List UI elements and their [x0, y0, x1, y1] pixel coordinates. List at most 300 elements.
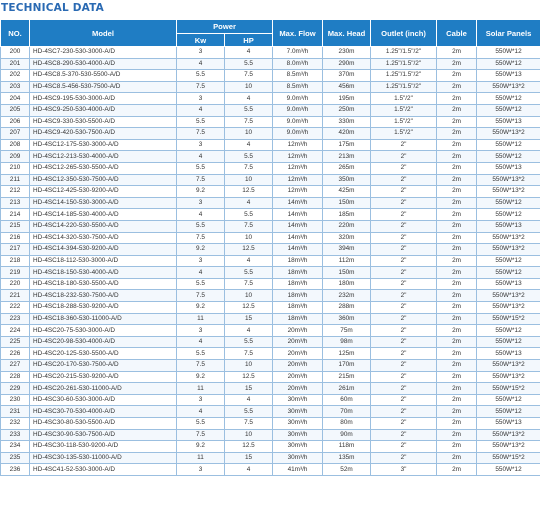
- cell-cable: 2m: [437, 104, 477, 116]
- cell-model: HD-4SC18-232-530-7500-A/D: [30, 290, 177, 302]
- cell-hp: 12.5: [225, 441, 273, 453]
- cell-solar-panels: 550W*15*2: [477, 452, 540, 464]
- table-row: [1, 360, 540, 372]
- cell-max-head: 125m: [323, 348, 371, 360]
- cell-model: HD-4SC18-180-530-5500-A/D: [30, 278, 177, 290]
- cell-max-head: 456m: [323, 81, 371, 93]
- cell-cable: 2m: [437, 47, 477, 59]
- cell-no: 228: [1, 371, 30, 383]
- cell-cable: 2m: [437, 360, 477, 372]
- cell-cable: 2m: [437, 186, 477, 198]
- cell-cable: 2m: [437, 267, 477, 279]
- cell-model: HD-4SC30-90-530-7500-A/D: [30, 429, 177, 441]
- cell-hp: 7.5: [225, 348, 273, 360]
- cell-cable: 2m: [437, 151, 477, 163]
- cell-cable: 2m: [437, 220, 477, 232]
- cell-solar-panels: 550W*12: [477, 47, 540, 59]
- cell-kw: 4: [177, 336, 225, 348]
- cell-cable: 2m: [437, 244, 477, 256]
- cell-max-head: 170m: [323, 360, 371, 372]
- cell-kw: 7.5: [177, 128, 225, 140]
- cell-max-head: 180m: [323, 278, 371, 290]
- table-row: [1, 58, 540, 70]
- cell-model: HD-4SC14-220-530-5500-A/D: [30, 220, 177, 232]
- cell-solar-panels: 550W*13*2: [477, 441, 540, 453]
- cell-solar-panels: 550W*15*2: [477, 313, 540, 325]
- cell-max-head: 75m: [323, 325, 371, 337]
- cell-no: 201: [1, 58, 30, 70]
- cell-model: HD-4SC14-150-530-3000-A/D: [30, 197, 177, 209]
- cell-hp: 5.5: [225, 104, 273, 116]
- cell-hp: 10: [225, 128, 273, 140]
- cell-max-flow: 12m³/h: [273, 174, 323, 186]
- cell-cable: 2m: [437, 128, 477, 140]
- cell-no: 205: [1, 104, 30, 116]
- cell-max-head: 135m: [323, 452, 371, 464]
- cell-cable: 2m: [437, 116, 477, 128]
- table-row: [1, 47, 540, 59]
- cell-kw: 3: [177, 197, 225, 209]
- cell-solar-panels: 550W*13*2: [477, 232, 540, 244]
- table-row: [1, 464, 540, 476]
- cell-cable: 2m: [437, 255, 477, 267]
- cell-kw: 3: [177, 464, 225, 476]
- table-row: [1, 290, 540, 302]
- cell-hp: 7.5: [225, 70, 273, 82]
- cell-max-flow: 12m³/h: [273, 186, 323, 198]
- cell-cable: 2m: [437, 139, 477, 151]
- cell-outlet: 2": [371, 302, 437, 314]
- cell-no: 235: [1, 452, 30, 464]
- cell-max-flow: 18m³/h: [273, 302, 323, 314]
- table-row: [1, 244, 540, 256]
- cell-outlet: 2": [371, 313, 437, 325]
- cell-outlet: 2": [371, 406, 437, 418]
- cell-max-head: 98m: [323, 336, 371, 348]
- cell-max-flow: 30m³/h: [273, 406, 323, 418]
- cell-outlet: 2": [371, 348, 437, 360]
- cell-max-head: 394m: [323, 244, 371, 256]
- cell-solar-panels: 550W*13: [477, 220, 540, 232]
- header-solar-panels: Solar Panels: [477, 20, 540, 47]
- cell-max-flow: 12m³/h: [273, 162, 323, 174]
- cell-no: 212: [1, 186, 30, 198]
- cell-solar-panels: 550W*13: [477, 418, 540, 430]
- table-row: [1, 209, 540, 221]
- cell-hp: 4: [225, 93, 273, 105]
- cell-no: 203: [1, 81, 30, 93]
- cell-cable: 2m: [437, 452, 477, 464]
- cell-solar-panels: 550W*12: [477, 336, 540, 348]
- cell-solar-panels: 550W*13*2: [477, 174, 540, 186]
- cell-kw: 4: [177, 406, 225, 418]
- cell-no: 223: [1, 313, 30, 325]
- cell-kw: 5.5: [177, 70, 225, 82]
- cell-max-head: 230m: [323, 47, 371, 59]
- cell-max-flow: 30m³/h: [273, 418, 323, 430]
- cell-hp: 12.5: [225, 371, 273, 383]
- table-row: [1, 93, 540, 105]
- cell-outlet: 2": [371, 394, 437, 406]
- table-row: [1, 70, 540, 82]
- cell-hp: 10: [225, 174, 273, 186]
- cell-max-flow: 7.0m³/h: [273, 47, 323, 59]
- cell-cable: 2m: [437, 290, 477, 302]
- cell-solar-panels: 550W*12: [477, 325, 540, 337]
- cell-max-head: 118m: [323, 441, 371, 453]
- table-row: [1, 325, 540, 337]
- cell-outlet: 2": [371, 452, 437, 464]
- cell-cable: 2m: [437, 418, 477, 430]
- table-row: [1, 162, 540, 174]
- cell-model: HD-4SC9-250-530-4000-A/D: [30, 104, 177, 116]
- cell-max-head: 250m: [323, 104, 371, 116]
- cell-max-flow: 30m³/h: [273, 452, 323, 464]
- table-row: [1, 151, 540, 163]
- cell-max-head: 320m: [323, 232, 371, 244]
- cell-outlet: 1.25"/1.5"/2": [371, 47, 437, 59]
- cell-max-flow: 30m³/h: [273, 441, 323, 453]
- cell-hp: 4: [225, 464, 273, 476]
- cell-max-head: 290m: [323, 58, 371, 70]
- cell-solar-panels: 550W*12: [477, 151, 540, 163]
- table-row: [1, 267, 540, 279]
- cell-max-head: 220m: [323, 220, 371, 232]
- cell-hp: 10: [225, 360, 273, 372]
- cell-kw: 9.2: [177, 441, 225, 453]
- cell-cable: 2m: [437, 162, 477, 174]
- cell-no: 209: [1, 151, 30, 163]
- cell-max-flow: 18m³/h: [273, 290, 323, 302]
- cell-model: HD-4SC8.5-456-530-7500-A/D: [30, 81, 177, 93]
- cell-model: HD-4SC12-425-530-9200-A/D: [30, 186, 177, 198]
- header-no: NO.: [1, 20, 30, 47]
- cell-solar-panels: 550W*13: [477, 348, 540, 360]
- cell-max-flow: 14m³/h: [273, 209, 323, 221]
- cell-kw: 4: [177, 151, 225, 163]
- cell-model: HD-4SC20-125-530-5500-A/D: [30, 348, 177, 360]
- cell-kw: 7.5: [177, 290, 225, 302]
- cell-model: HD-4SC9-420-530-7500-A/D: [30, 128, 177, 140]
- cell-kw: 5.5: [177, 418, 225, 430]
- cell-solar-panels: 550W*12: [477, 197, 540, 209]
- cell-outlet: 1.25"/1.5"/2": [371, 70, 437, 82]
- cell-no: 210: [1, 162, 30, 174]
- cell-model: HD-4SC12-350-530-7500-A/D: [30, 174, 177, 186]
- cell-solar-panels: 550W*12: [477, 267, 540, 279]
- cell-model: HD-4SC18-150-530-4000-A/D: [30, 267, 177, 279]
- cell-max-head: 350m: [323, 174, 371, 186]
- cell-cable: 2m: [437, 336, 477, 348]
- technical-data-table: [0, 19, 540, 476]
- cell-hp: 7.5: [225, 418, 273, 430]
- cell-hp: 10: [225, 290, 273, 302]
- header-max-flow: Max. Flow: [273, 20, 323, 47]
- cell-cable: 2m: [437, 348, 477, 360]
- cell-cable: 2m: [437, 232, 477, 244]
- cell-model: HD-4SC20-261-530-11000-A/D: [30, 383, 177, 395]
- table-row: [1, 255, 540, 267]
- cell-cable: 2m: [437, 93, 477, 105]
- cell-max-flow: 14m³/h: [273, 244, 323, 256]
- cell-hp: 12.5: [225, 302, 273, 314]
- table-row: [1, 371, 540, 383]
- cell-max-head: 265m: [323, 162, 371, 174]
- cell-solar-panels: 550W*12: [477, 394, 540, 406]
- cell-kw: 7.5: [177, 360, 225, 372]
- cell-outlet: 1.5"/2": [371, 93, 437, 105]
- cell-max-head: 213m: [323, 151, 371, 163]
- cell-no: 225: [1, 336, 30, 348]
- cell-hp: 5.5: [225, 267, 273, 279]
- cell-max-flow: 30m³/h: [273, 394, 323, 406]
- cell-no: 224: [1, 325, 30, 337]
- cell-solar-panels: 550W*13: [477, 162, 540, 174]
- cell-max-head: 52m: [323, 464, 371, 476]
- cell-no: 206: [1, 116, 30, 128]
- cell-hp: 10: [225, 232, 273, 244]
- header-power: Power: [177, 20, 273, 34]
- cell-cable: 2m: [437, 394, 477, 406]
- cell-solar-panels: 550W*12: [477, 139, 540, 151]
- cell-kw: 7.5: [177, 81, 225, 93]
- cell-cable: 2m: [437, 197, 477, 209]
- table-row: [1, 441, 540, 453]
- cell-hp: 4: [225, 255, 273, 267]
- cell-no: 232: [1, 418, 30, 430]
- header-hp: HP: [225, 34, 273, 47]
- cell-max-flow: 9.0m³/h: [273, 128, 323, 140]
- cell-outlet: 3": [371, 464, 437, 476]
- cell-model: HD-4SC12-213-530-4000-A/D: [30, 151, 177, 163]
- cell-max-head: 175m: [323, 139, 371, 151]
- cell-no: 236: [1, 464, 30, 476]
- cell-no: 215: [1, 220, 30, 232]
- cell-solar-panels: 550W*13*2: [477, 429, 540, 441]
- cell-max-head: 70m: [323, 406, 371, 418]
- cell-no: 227: [1, 360, 30, 372]
- table-row: [1, 139, 540, 151]
- cell-no: 233: [1, 429, 30, 441]
- cell-max-flow: 12m³/h: [273, 139, 323, 151]
- cell-model: HD-4SC14-320-530-7500-A/D: [30, 232, 177, 244]
- cell-max-head: 60m: [323, 394, 371, 406]
- cell-outlet: 2": [371, 290, 437, 302]
- cell-cable: 2m: [437, 70, 477, 82]
- cell-hp: 7.5: [225, 220, 273, 232]
- table-row: [1, 313, 540, 325]
- cell-solar-panels: 550W*13*2: [477, 186, 540, 198]
- cell-outlet: 2": [371, 186, 437, 198]
- page-title: TECHNICAL DATA: [1, 2, 105, 14]
- table-row: [1, 452, 540, 464]
- cell-model: HD-4SC8.5-370-530-5500-A/D: [30, 70, 177, 82]
- header-kw: Kw: [177, 34, 225, 47]
- cell-no: 234: [1, 441, 30, 453]
- cell-model: HD-4SC18-288-530-9200-A/D: [30, 302, 177, 314]
- cell-outlet: 2": [371, 418, 437, 430]
- cell-model: HD-4SC30-60-530-3000-A/D: [30, 394, 177, 406]
- cell-no: 221: [1, 290, 30, 302]
- cell-max-head: 261m: [323, 383, 371, 395]
- cell-max-flow: 20m³/h: [273, 325, 323, 337]
- cell-outlet: 2": [371, 336, 437, 348]
- cell-hp: 12.5: [225, 244, 273, 256]
- cell-hp: 7.5: [225, 116, 273, 128]
- cell-max-flow: 9.0m³/h: [273, 93, 323, 105]
- cell-cable: 2m: [437, 278, 477, 290]
- cell-outlet: 2": [371, 371, 437, 383]
- cell-max-head: 425m: [323, 186, 371, 198]
- cell-max-head: 90m: [323, 429, 371, 441]
- cell-solar-panels: 550W*13: [477, 116, 540, 128]
- cell-hp: 10: [225, 429, 273, 441]
- cell-max-flow: 20m³/h: [273, 383, 323, 395]
- cell-max-head: 195m: [323, 93, 371, 105]
- cell-outlet: 2": [371, 360, 437, 372]
- cell-max-head: 360m: [323, 313, 371, 325]
- table-row: [1, 336, 540, 348]
- cell-solar-panels: 550W*13*2: [477, 128, 540, 140]
- table-row: [1, 418, 540, 430]
- cell-model: HD-4SC20-215-530-9200-A/D: [30, 371, 177, 383]
- cell-solar-panels: 550W*13: [477, 70, 540, 82]
- table-row: [1, 278, 540, 290]
- cell-max-head: 150m: [323, 267, 371, 279]
- cell-no: 207: [1, 128, 30, 140]
- cell-no: 208: [1, 139, 30, 151]
- cell-hp: 4: [225, 325, 273, 337]
- cell-max-flow: 14m³/h: [273, 220, 323, 232]
- cell-no: 220: [1, 278, 30, 290]
- cell-hp: 4: [225, 139, 273, 151]
- cell-max-head: 232m: [323, 290, 371, 302]
- cell-max-flow: 41m³/h: [273, 464, 323, 476]
- cell-max-flow: 18m³/h: [273, 267, 323, 279]
- cell-kw: 5.5: [177, 162, 225, 174]
- cell-max-head: 185m: [323, 209, 371, 221]
- table-row: [1, 394, 540, 406]
- cell-model: HD-4SC30-80-530-5500-A/D: [30, 418, 177, 430]
- cell-hp: 4: [225, 197, 273, 209]
- cell-model: HD-4SC30-70-530-4000-A/D: [30, 406, 177, 418]
- cell-kw: 4: [177, 209, 225, 221]
- cell-max-head: 150m: [323, 197, 371, 209]
- cell-max-flow: 30m³/h: [273, 429, 323, 441]
- cell-max-flow: 9.0m³/h: [273, 104, 323, 116]
- table-row: [1, 220, 540, 232]
- cell-kw: 9.2: [177, 244, 225, 256]
- cell-no: 230: [1, 394, 30, 406]
- cell-hp: 7.5: [225, 278, 273, 290]
- cell-cable: 2m: [437, 441, 477, 453]
- cell-kw: 5.5: [177, 220, 225, 232]
- cell-kw: 5.5: [177, 116, 225, 128]
- cell-hp: 12.5: [225, 186, 273, 198]
- cell-no: 213: [1, 197, 30, 209]
- cell-kw: 11: [177, 383, 225, 395]
- cell-solar-panels: 550W*12: [477, 406, 540, 418]
- table-row: [1, 186, 540, 198]
- header-outlet: Outlet (inch): [371, 20, 437, 47]
- cell-max-flow: 9.0m³/h: [273, 116, 323, 128]
- cell-cable: 2m: [437, 325, 477, 337]
- cell-kw: 7.5: [177, 232, 225, 244]
- cell-no: 222: [1, 302, 30, 314]
- cell-outlet: 2": [371, 383, 437, 395]
- cell-outlet: 1.5"/2": [371, 116, 437, 128]
- cell-no: 211: [1, 174, 30, 186]
- cell-no: 231: [1, 406, 30, 418]
- cell-outlet: 2": [371, 162, 437, 174]
- cell-kw: 9.2: [177, 302, 225, 314]
- cell-max-flow: 12m³/h: [273, 151, 323, 163]
- cell-kw: 3: [177, 394, 225, 406]
- cell-outlet: 2": [371, 197, 437, 209]
- cell-outlet: 2": [371, 209, 437, 221]
- cell-solar-panels: 550W*15*2: [477, 383, 540, 395]
- cell-max-head: 288m: [323, 302, 371, 314]
- cell-kw: 4: [177, 58, 225, 70]
- cell-max-flow: 14m³/h: [273, 232, 323, 244]
- cell-model: HD-4SC20-170-530-7500-A/D: [30, 360, 177, 372]
- cell-hp: 5.5: [225, 336, 273, 348]
- cell-kw: 3: [177, 47, 225, 59]
- cell-model: HD-4SC12-265-530-5500-A/D: [30, 162, 177, 174]
- cell-solar-panels: 550W*12: [477, 104, 540, 116]
- cell-max-flow: 18m³/h: [273, 313, 323, 325]
- cell-max-head: 370m: [323, 70, 371, 82]
- cell-no: 217: [1, 244, 30, 256]
- cell-kw: 3: [177, 93, 225, 105]
- cell-model: HD-4SC30-135-530-11000-A/D: [30, 452, 177, 464]
- cell-outlet: 2": [371, 441, 437, 453]
- table-row: [1, 383, 540, 395]
- cell-kw: 11: [177, 313, 225, 325]
- cell-outlet: 2": [371, 429, 437, 441]
- cell-model: HD-4SC14-394-530-9200-A/D: [30, 244, 177, 256]
- cell-solar-panels: 550W*13*2: [477, 81, 540, 93]
- cell-hp: 10: [225, 81, 273, 93]
- cell-solar-panels: 550W*13: [477, 278, 540, 290]
- cell-outlet: 1.25"/1.5"/2": [371, 58, 437, 70]
- cell-outlet: 2": [371, 267, 437, 279]
- cell-solar-panels: 550W*12: [477, 209, 540, 221]
- cell-solar-panels: 550W*12: [477, 464, 540, 476]
- cell-hp: 7.5: [225, 162, 273, 174]
- cell-hp: 4: [225, 47, 273, 59]
- cell-max-head: 80m: [323, 418, 371, 430]
- cell-kw: 3: [177, 139, 225, 151]
- cell-hp: 5.5: [225, 406, 273, 418]
- cell-cable: 2m: [437, 58, 477, 70]
- cell-hp: 15: [225, 383, 273, 395]
- cell-solar-panels: 550W*13*2: [477, 302, 540, 314]
- cell-kw: 9.2: [177, 186, 225, 198]
- cell-cable: 2m: [437, 371, 477, 383]
- cell-kw: 3: [177, 325, 225, 337]
- cell-max-flow: 8.5m³/h: [273, 81, 323, 93]
- cell-model: HD-4SC14-185-530-4000-A/D: [30, 209, 177, 221]
- cell-solar-panels: 550W*13*2: [477, 244, 540, 256]
- cell-max-flow: 8.0m³/h: [273, 58, 323, 70]
- cell-no: 204: [1, 93, 30, 105]
- cell-solar-panels: 550W*12: [477, 58, 540, 70]
- cell-max-flow: 14m³/h: [273, 197, 323, 209]
- cell-max-flow: 20m³/h: [273, 348, 323, 360]
- cell-max-flow: 20m³/h: [273, 360, 323, 372]
- table-row: [1, 81, 540, 93]
